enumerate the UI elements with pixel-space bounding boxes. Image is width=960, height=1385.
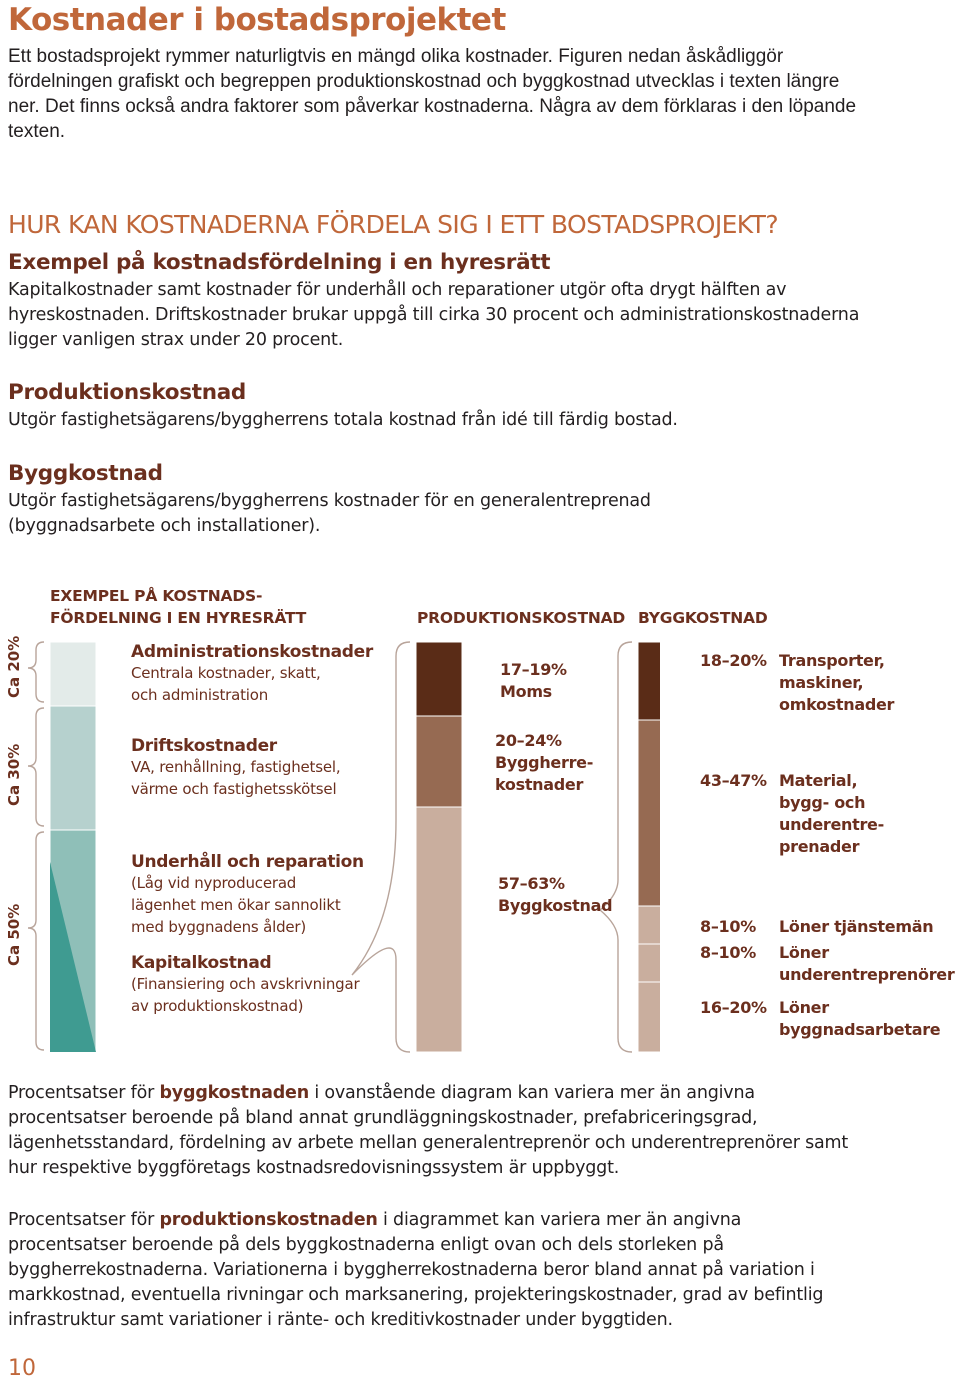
bygg-material-text	[779, 770, 884, 858]
bar-admin	[50, 642, 96, 706]
bygg-text: Utgör fastighetsägarens/byggherrens kostnader för en generalentreprenad (byggnadsarbete och installationer).	[8, 491, 651, 536]
bar-drift	[50, 706, 96, 830]
item-underhall	[131, 852, 364, 938]
intro-text: Ett bostadsprojekt rymmer naturligtvis en mängd olika kostnader. Figuren nedan åskådliggör fördelningen grafiskt och begreppen produktionskostnad och byggkostnad utvecklas i texten längre ner. Det finns också andra faktorer som påverkar kostnaderna. Några av dem förklaras i den löpande texten.	[8, 46, 857, 142]
item-underhall-head: Underhåll och reparation	[131, 852, 364, 872]
item-drift-desc-2: värme och fastighetsskötsel	[131, 780, 337, 798]
produktion-byggherre-label	[495, 730, 593, 796]
produktion-text: Utgör fastighetsägarens/byggherrens totala kostnad från idé till färdig bostad.	[8, 410, 678, 430]
bygg-material-pct: 43–47%	[700, 771, 767, 790]
item-drift	[131, 736, 340, 800]
ca-label-kapital: Ca 50%	[5, 903, 23, 966]
bygg-transporter-text-3: omkostnader	[779, 695, 895, 714]
item-drift-head: Driftskostnader	[131, 736, 277, 756]
item-underhall-desc-1: (Låg vid nyproducerad	[131, 874, 297, 892]
bygg-transporter-text-2: maskiner,	[779, 673, 864, 692]
bar-transporter	[638, 642, 660, 720]
produktion-byggkostnad-pct: 57–63%	[498, 874, 565, 893]
produktion-heading: Produktionskostnad	[8, 380, 247, 405]
bygg-tjansteman-text: Löner tjänstemän	[779, 917, 934, 936]
bygg-material-text-3: underentre-	[779, 815, 884, 834]
item-underhall-desc-2: lägenhet men ökar sannolikt	[131, 896, 341, 914]
produktion-byggherre-text-2: kostnader	[495, 775, 584, 794]
footer-p1-pre: Procentsatser för	[8, 1083, 160, 1103]
produktion-moms-text: Moms	[500, 682, 552, 701]
footer-p2-pre: Procentsatser för	[8, 1210, 160, 1230]
item-admin-desc-2: och administration	[131, 686, 269, 704]
page-title: Kostnader i bostadsprojektet	[8, 2, 506, 38]
produktion-byggkostnad-label	[498, 873, 612, 917]
bygg-transporter-text-1: Transporter,	[779, 651, 885, 670]
diagram-col3-title: BYGGKOSTNAD	[638, 609, 768, 627]
ca-label-admin: Ca 20%	[5, 635, 23, 698]
example-heading: Exempel på kostnadsfördelning i en hyresrätt	[8, 250, 551, 275]
diagram-col1-title-line2: FÖRDELNING I EN HYRESRÄTT	[50, 609, 307, 627]
diagram-col1-title	[50, 585, 306, 629]
bygg-byggnadsarbetare-text-2: byggnadsarbetare	[779, 1020, 941, 1039]
bygg-ue-text-1: Löner	[779, 943, 829, 962]
item-kapital-desc-1: (Finansiering och avskrivningar	[131, 975, 360, 993]
bar-byggherre	[416, 716, 462, 807]
footer-p1-bold: byggkostnaden	[159, 1083, 309, 1103]
bygg-material-text-4: prenader	[779, 837, 860, 856]
diagram-col1-title-line1: EXEMPEL PÅ KOSTNADS-	[50, 587, 263, 605]
page-number: 10	[8, 1356, 36, 1381]
section-heading: HUR KAN KOSTNADERNA FÖRDELA SIG I ETT BOSTADSPROJEKT?	[8, 210, 778, 239]
bar-byggkostnad	[416, 807, 462, 1052]
bygg-ue-text-2: underentreprenörer	[779, 965, 955, 984]
bracket-drift	[28, 708, 44, 826]
bygg-ue-text	[779, 942, 954, 986]
bygg-ue-pct: 8–10%	[700, 943, 756, 962]
bar-moms	[416, 642, 462, 716]
bar-loner-bygg	[638, 982, 660, 1052]
bygg-byggnadsarbetare-text-1: Löner	[779, 998, 829, 1017]
item-kapital	[131, 953, 359, 1017]
footer-p1-post: i ovanstående diagram kan variera mer än angivna procentsatser beroende på bland annat grundläggningskostnader, prefabriceringsgrad, lägenhetsstandard, fördelning av arbete mellan generalentreprenör och underentreprenörer samt hur respektive byggföretags kostnadsredovisningssystem är uppbyggt.	[8, 1083, 849, 1178]
item-kapital-desc-2: av produktionskostnad)	[131, 997, 304, 1015]
produktion-moms-pct: 17–19%	[500, 660, 567, 679]
bygg-material-text-2: bygg- och	[779, 793, 866, 812]
bygg-transporter-pct: 18–20%	[700, 651, 767, 670]
item-drift-desc-1: VA, renhållning, fastighetsel,	[131, 758, 341, 776]
bygg-heading: Byggkostnad	[8, 461, 163, 486]
produktion-byggkostnad-text: Byggkostnad	[498, 896, 613, 915]
bygg-material-text-1: Material,	[779, 771, 858, 790]
footer-paragraph-1	[8, 1081, 858, 1181]
bracket-kapital	[28, 832, 44, 1050]
bygg-byggnadsarbetare-text	[779, 997, 940, 1041]
footer-p2-bold: produktionskostnaden	[159, 1210, 378, 1230]
bygg-byggnadsarbetare-pct: 16–20%	[700, 998, 767, 1017]
item-admin-desc-1: Centrala kostnader, skatt,	[131, 664, 321, 682]
produktion-moms-label	[500, 659, 567, 703]
item-admin-head: Administrationskostnader	[131, 642, 373, 662]
bar-loner-tjansteman	[638, 906, 660, 944]
item-admin	[131, 642, 373, 706]
bygg-transporter-text	[779, 650, 894, 716]
item-underhall-desc-3: med byggnadens ålder)	[131, 918, 307, 936]
bracket-byggkostnad	[600, 642, 632, 1052]
item-kapital-head: Kapitalkostnad	[131, 953, 272, 973]
bar-loner-ue	[638, 944, 660, 982]
bar-material	[638, 720, 660, 906]
footer-p2-post: i diagrammet kan variera mer än angivna procentsatser beroende på dels byggkostnaderna enligt ovan och dels storleken på byggherrekostnaderna. Variationerna i byggherrekostnaderna beror bland annat på variation i markkostnad, eventuella rivningar och marksanering, projekteringskostnader, grad av befintlig infrastruktur samt variationer i ränte- och kreditivkostnader under byggtiden.	[8, 1210, 824, 1330]
ca-label-drift: Ca 30%	[5, 743, 23, 806]
example-text: Kapitalkostnader samt kostnader för underhåll och reparationer utgör ofta drygt hälften av hyreskostnaden. Driftskostnader brukar uppgå till cirka 30 procent och administrationskostnaderna ligger vanligen strax under 20 procent.	[8, 280, 860, 350]
produktion-byggherre-pct: 20–24%	[495, 731, 562, 750]
diagram-col2-title: PRODUKTIONSKOSTNAD	[417, 609, 626, 627]
bracket-admin	[28, 642, 44, 702]
produktion-byggherre-text-1: Byggherre-	[495, 753, 594, 772]
footer-paragraph-2	[8, 1208, 858, 1333]
bygg-tjansteman-pct: 8–10%	[700, 917, 756, 936]
